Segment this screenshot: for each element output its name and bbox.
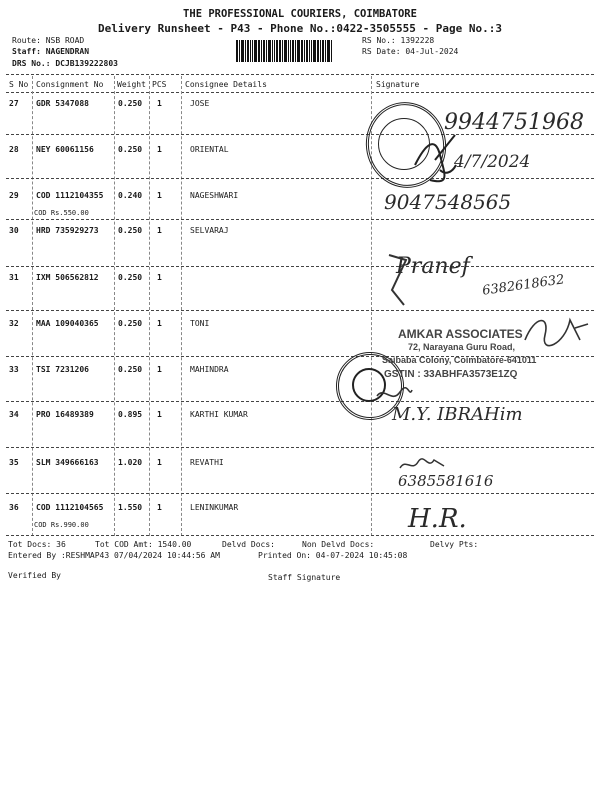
row-sno: 32 [9,319,19,328]
rs-date: RS Date: 04-Jul-2024 [362,47,459,56]
row-pcs: 1 [157,273,162,282]
signature-mark-33 [374,384,414,406]
row-weight: 1.020 [118,458,143,467]
entered-by: Entered By :RESHMAP43 07/04/2024 10:44:56 AM [8,551,220,560]
row-consignment: PRO 16489389 [36,410,94,419]
col-consignee: Consignee Details [185,80,267,89]
row-pcs: 1 [157,458,162,467]
row-sno: 29 [9,191,19,200]
col-sep [149,76,150,536]
row-pcs: 1 [157,226,162,235]
col-sep [32,76,33,536]
row-sno: 36 [9,503,19,512]
handwritten-name-34: M.Y. IBRAHim [392,404,523,425]
row-sno: 30 [9,226,19,235]
row-rule [6,401,594,402]
row-consignee: NAGESHWARI [190,191,239,200]
row-consignment: COD 1112104565 [36,503,104,512]
verified-by: Verified By [8,571,61,580]
row-consignee: REVATHI [190,458,224,467]
row-pcs: 1 [157,99,162,108]
row-pcs: 1 [157,319,162,328]
row-consignment: HRD 735929273 [36,226,99,235]
row-cod-amount: COD Rs.550.00 [34,209,89,217]
amkar-stamp-address-2: Saibaba Colony, Coimbatore-641011 [382,355,537,365]
handwritten-phone-35: 6385581616 [398,472,494,490]
row-consignment: COD 1112104355 [36,191,104,200]
row-weight: 0.250 [118,319,143,328]
row-weight: 0.250 [118,365,143,374]
amkar-stamp-name: AMKAR ASSOCIATES [398,327,523,341]
row-weight: 1.550 [118,503,143,512]
header-rule [6,92,594,93]
row-pcs: 1 [157,365,162,374]
row-sno: 27 [9,99,19,108]
delivery-points: Delvy Pts: [430,540,479,549]
table-top-rule [6,74,594,75]
delivered-docs: Delvd Docs: [222,540,275,549]
signature-mark-35 [398,456,448,474]
row-weight: 0.250 [118,145,143,154]
row-pcs: 1 [157,503,162,512]
col-signature: Signature [376,80,420,89]
handwritten-phone-29: 9047548565 [384,190,512,214]
row-sno: 35 [9,458,19,467]
col-weight: Weight [117,80,146,89]
rs-number: RS No.: 1392228 [362,36,435,45]
row-rule [6,447,594,448]
row-consignee: SELVARAJ [190,226,229,235]
row-consignment: GDR 5347088 [36,99,89,108]
row-sno: 33 [9,365,19,374]
row-sno: 31 [9,273,19,282]
runsheet-subtitle: Delivery Runsheet - P43 - Phone No.:0422-3505555 - Page No.:3 [98,22,502,35]
handwritten-name-31: Pranef [396,254,470,279]
col-consignment: Consignment No [36,80,104,89]
row-pcs: 1 [157,145,162,154]
handwritten-phone-27: 9944751968 [444,110,584,135]
row-consignment: IXM 506562812 [36,273,99,282]
row-rule [6,493,594,494]
barcode [236,40,352,62]
row-consignee: JOSE [190,99,210,108]
staff: Staff: NAGENDRAN [12,47,90,56]
total-cod-amount: Tot COD Amt: 1540.00 [95,540,192,549]
stamp-signature-scribble [410,125,460,195]
total-docs: Tot Docs: 36 [8,540,66,549]
amkar-stamp-address-1: 72, Narayana Guru Road, [408,342,516,352]
row-sno: 34 [9,410,19,419]
handwritten-date-28: 4/7/2024 [454,152,531,172]
printed-on: Printed On: 04-07-2024 10:45:08 [258,551,408,560]
row-consignment: TSI 7231206 [36,365,89,374]
table-bottom-rule [6,535,594,536]
row-weight: 0.240 [118,191,143,200]
handwritten-initials-36: H.R. [408,504,467,534]
row-pcs: 1 [157,410,162,419]
row-consignment: MAA 109040365 [36,319,99,328]
handwritten-phone-31: 6382618632 [481,272,566,299]
row-consignee: ORIENTAL [190,145,229,154]
row-consignee: TONI [190,319,210,328]
row-sno: 28 [9,145,19,154]
row-rule [6,219,594,220]
row-weight: 0.250 [118,273,143,282]
row-consignee: LENINKUMAR [190,503,239,512]
col-sno: S No [9,80,29,89]
row-consignee: MAHINDRA [190,365,229,374]
row-weight: 0.250 [118,226,143,235]
staff-signature-label: Staff Signature [268,573,341,582]
row-consignment: NEY 60061156 [36,145,94,154]
amkar-stamp-gstin: GSTIN : 33ABHFA3573E1ZQ [384,369,518,380]
row-rule [6,266,594,267]
row-weight: 0.250 [118,99,143,108]
row-cod-amount: COD Rs.990.00 [34,521,89,529]
signature-mark-31 [384,250,414,310]
row-pcs: 1 [157,191,162,200]
drs-number: DRS No.: DCJB139222803 [12,59,118,68]
row-rule [6,310,594,311]
row-rule [6,178,594,179]
company-title: THE PROFESSIONAL COURIERS, COIMBATORE [183,8,417,20]
non-delivered-docs: Non Delvd Docs: [302,540,375,549]
row-consignment: SLM 349666163 [36,458,99,467]
col-sep [181,76,182,536]
col-sep [114,76,115,536]
row-weight: 0.895 [118,410,143,419]
route: Route: NSB ROAD [12,36,85,45]
row-consignee: KARTHI KUMAR [190,410,248,419]
signature-mark-32 [520,310,590,350]
col-pcs: PCS [152,80,167,89]
